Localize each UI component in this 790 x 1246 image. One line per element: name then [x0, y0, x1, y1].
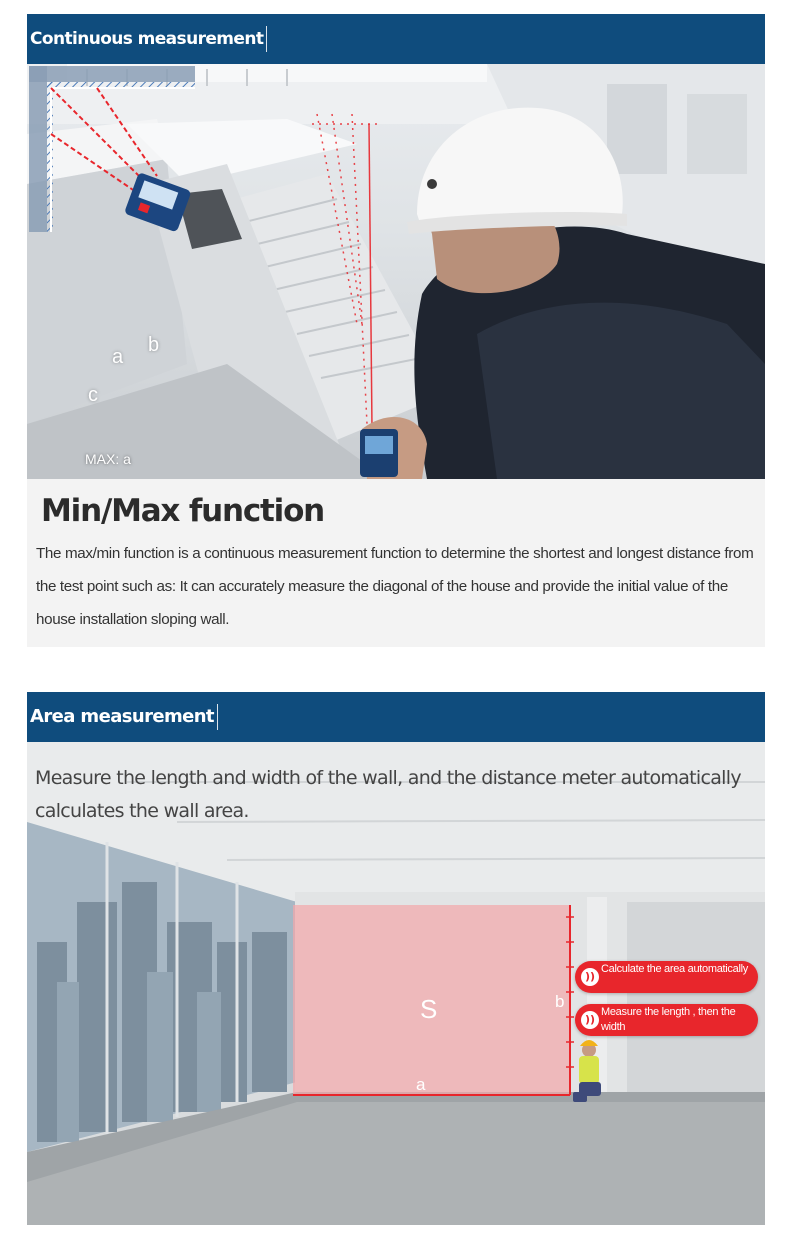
card-body: The max/min function is a continuous measurement function to determine the shortest and longest distance from the test point such as: It can accurately measure the diagonal of the house and provide the initial value of the house installation sloping wall.	[36, 545, 754, 628]
section-title: Area measurement	[27, 704, 218, 730]
area-label-b: b	[555, 992, 565, 1011]
construction-photo	[27, 64, 765, 479]
callout-text: Measure the length , then the width	[601, 1006, 736, 1033]
section-title: Continuous measurement	[27, 26, 267, 52]
card-heading: Min/Max function	[41, 493, 325, 529]
section-header-area	[27, 692, 765, 742]
area-caption: Measure the length and width of the wall, and the distance meter automatically calculates the wall area.	[35, 767, 741, 822]
callout-measure-length	[575, 1004, 758, 1036]
area-label-s: S	[420, 994, 438, 1024]
min-max-description-card	[27, 479, 765, 647]
diagram-max-label: MAX: a	[85, 451, 131, 467]
area-label-a: a	[416, 1075, 426, 1094]
signal-icon: ))	[581, 968, 599, 986]
section-header-continuous	[27, 14, 765, 64]
min-max-diagram	[27, 64, 197, 244]
diagram-label-a: a	[112, 346, 124, 368]
office-photo	[27, 742, 765, 1225]
diagram-label-c: c	[88, 384, 98, 406]
signal-icon: ))	[581, 1011, 599, 1029]
callout-calculate-area	[575, 961, 758, 993]
callout-text: Calculate the area automatically	[601, 963, 748, 975]
diagram-label-b: b	[148, 334, 160, 356]
device-illustration	[124, 172, 192, 232]
